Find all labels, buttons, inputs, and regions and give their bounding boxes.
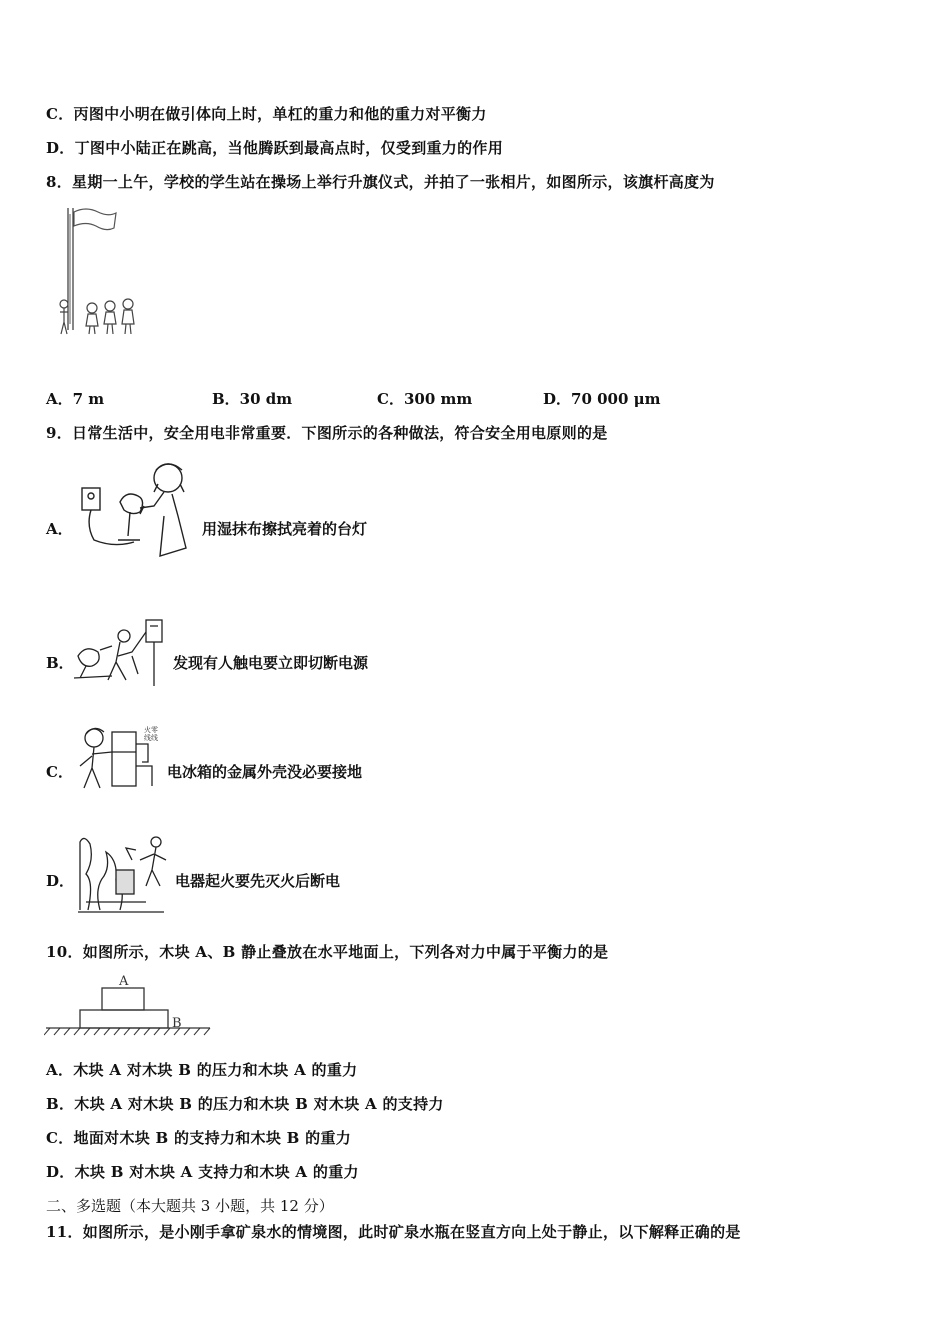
section-heading-multiple-choice: 二、多选题（本大题共 3 小题，共 12 分） <box>46 1197 334 1215</box>
q8-option-b: B．30 dm <box>212 390 293 408</box>
q8-stem: 8．星期一上午，学校的学生站在操场上举行升旗仪式，并拍了一张相片，如图所示，该旗杆高度为 <box>46 173 715 191</box>
fridge-wire-caption-1: 火零 <box>144 726 158 734</box>
q10-option-d: D．木块 B 对木块 A 支持力和木块 A 的重力 <box>46 1163 359 1181</box>
q8-option-c: C．300 mm <box>377 390 473 408</box>
block-a-label: A <box>119 974 129 989</box>
q9-option-c-letter: C． <box>46 763 73 781</box>
q11-stem: 11．如图所示，是小刚手拿矿泉水的情境图，此时矿泉水瓶在竖直方向上处于静止，以下解释正确的是 <box>46 1223 741 1241</box>
fire-then-cut-power-figure <box>76 830 170 914</box>
q9-option-b-text: 发现有人触电要立即切断电源 <box>173 654 369 672</box>
q7-option-d: D．丁图中小陆正在跳高，当他腾跃到最高点时，仅受到重力的作用 <box>46 139 504 157</box>
q10-option-b: B．木块 A 对木块 B 的压力和木块 B 对木块 A 的支持力 <box>46 1095 444 1113</box>
q9-option-d-text: 电器起火要先灭火后断电 <box>175 872 341 890</box>
q7-option-c: C．丙图中小明在做引体向上时，单杠的重力和他的重力对平衡力 <box>46 105 487 123</box>
q9-option-b-letter: B． <box>46 654 74 672</box>
q8-option-a: A．7 m <box>46 390 105 408</box>
q10-stem: 10．如图所示，木块 A、B 静止叠放在水平地面上，下列各对力中属于平衡力的是 <box>46 943 609 961</box>
fridge-wire-caption-2: 线线 <box>144 734 158 742</box>
flagpole-photo-figure <box>52 204 148 338</box>
q10-option-c: C．地面对木块 B 的支持力和木块 B 的重力 <box>46 1129 352 1147</box>
wet-cloth-lamp-figure <box>74 456 196 566</box>
q8-option-d: D．70 000 μm <box>543 390 661 408</box>
q9-option-a-text: 用湿抹布擦拭亮着的台灯 <box>202 520 368 538</box>
q9-option-c-text: 电冰箱的金属外壳没必要接地 <box>167 763 363 781</box>
q9-option-d-letter: D． <box>46 872 75 890</box>
fridge-grounding-figure <box>72 722 164 792</box>
block-b-label: B <box>172 1016 182 1031</box>
q10-option-a: A．木块 A 对木块 B 的压力和木块 A 的重力 <box>46 1061 358 1079</box>
q9-option-a-letter: A． <box>46 520 73 538</box>
cut-power-figure <box>72 616 168 688</box>
stacked-blocks-figure <box>44 972 214 1038</box>
q9-stem: 9．日常生活中，安全用电非常重要．下图所示的各种做法，符合安全用电原则的是 <box>46 424 608 442</box>
